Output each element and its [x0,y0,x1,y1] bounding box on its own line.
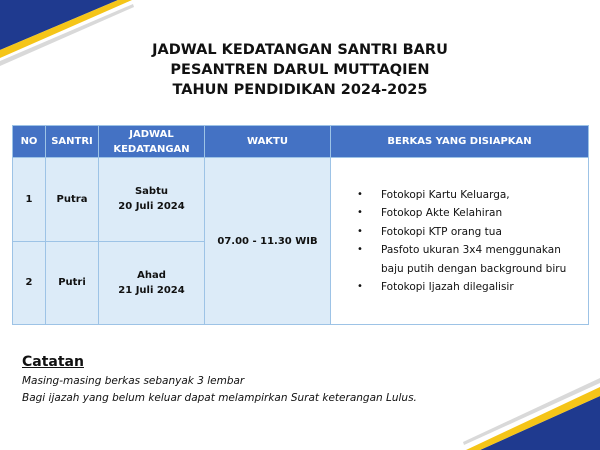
file-item-text: baju putih dengan background biru [381,262,567,275]
notes-heading: Catatan [22,354,84,370]
file-item-text: Fotokopi KTP orang tua [381,225,502,238]
cell-berkas [331,158,589,325]
bullet-icon: • [357,207,363,218]
cell-waktu: 07.00 - 11.30 WIB [205,158,331,325]
header-waktu: WAKTU [205,126,331,158]
notes-section [22,354,417,407]
cell-jadwal [99,241,205,325]
header-santri: SANTRI [46,126,99,158]
list-item [357,278,588,297]
cell-jadwal [99,158,205,242]
file-item-text: Fotokopi Kartu Keluarga, [381,188,510,201]
header-berkas: BERKAS YANG DISIAPKAN [331,126,589,158]
bottom-right-decoration [460,360,600,450]
cell-santri: Putra [46,158,99,242]
note-line: Masing-masing berkas sebanyak 3 lembar [22,375,245,387]
files-list [331,186,588,297]
note-line: Bagi ijazah yang belum keluar dapat melampirkan Surat keterangan Lulus. [22,392,417,404]
cell-no: 2 [13,241,46,325]
bullet-icon: • [357,244,363,255]
header-jadwal-line2: KEDATANGAN [113,143,190,155]
file-item-text: Fotokop Akte Kelahiran [381,207,503,219]
cell-date: 21 Juli 2024 [118,284,185,296]
cell-day: Ahad [137,269,166,281]
cell-date: 20 Juli 2024 [118,201,185,213]
title-line-1: JADWAL KEDATANGAN SANTRI BARU [152,42,448,58]
list-item [357,223,588,242]
title-line-2: PESANTREN DARUL MUTTAQIEN [170,62,430,78]
table-row [13,158,589,242]
list-item-continuation [381,260,588,279]
schedule-table [12,125,589,325]
bullet-icon: • [357,188,363,200]
cell-day: Sabtu [134,186,168,198]
list-item [357,204,588,223]
file-item-text: Fotokopi Ijazah dilegalisir [381,281,514,293]
title-line-3: TAHUN PENDIDIKAN 2024-2025 [172,82,428,98]
list-item [357,186,588,205]
bullet-icon: • [357,225,363,237]
file-item-text: Pasfoto ukuran 3x4 menggunakan [381,244,561,256]
header-no: NO [13,126,46,158]
table-header-row [13,126,589,158]
header-jadwal-line1: JADWAL [129,128,174,140]
title-block [0,40,600,100]
cell-no: 1 [13,158,46,242]
list-item [357,241,588,260]
header-jadwal [99,126,205,158]
cell-santri: Putri [46,241,99,325]
bullet-icon: • [357,281,363,292]
